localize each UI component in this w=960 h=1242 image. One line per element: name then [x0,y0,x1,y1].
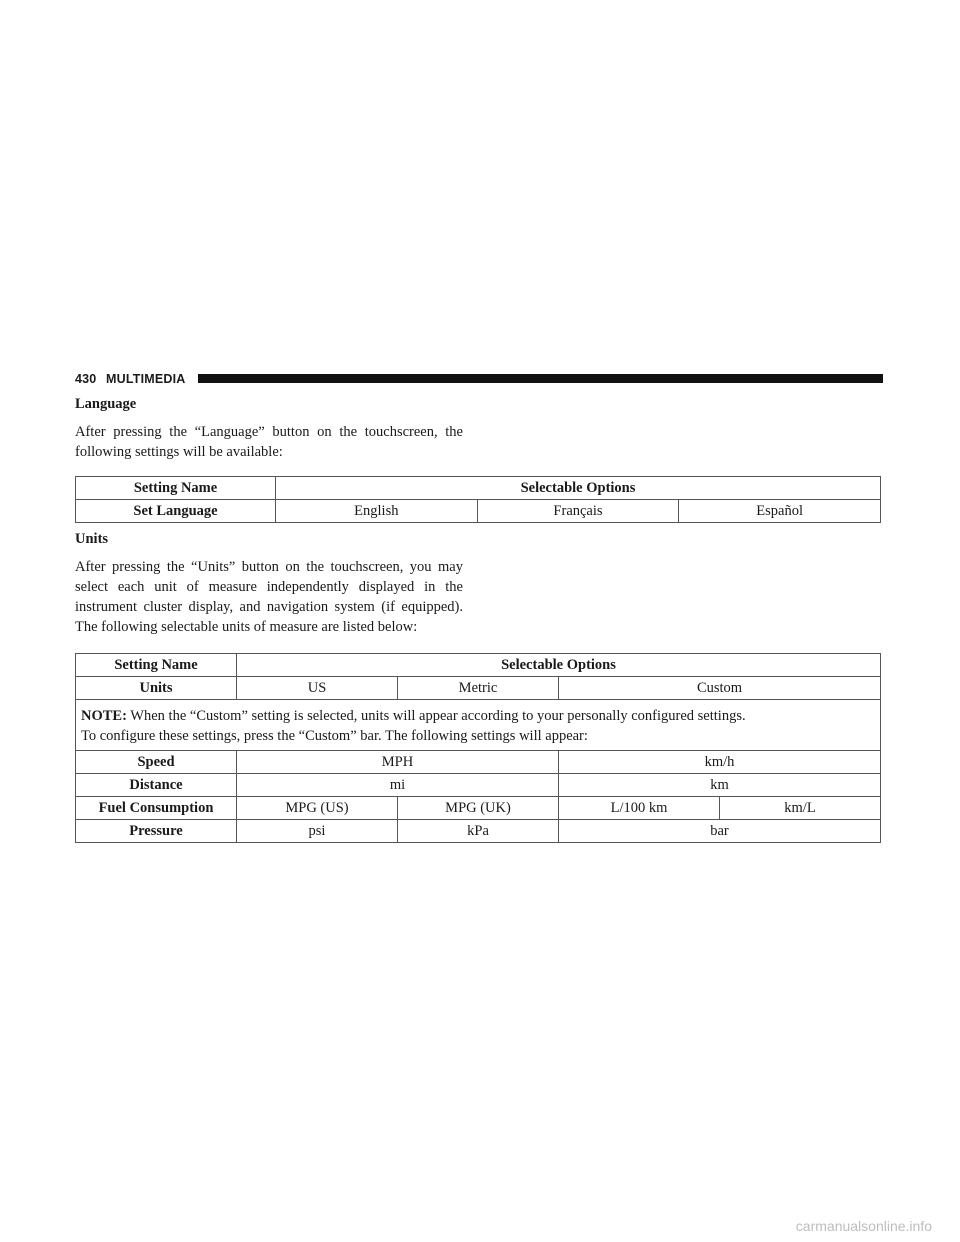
option-francais: Français [477,500,679,523]
option-custom: Custom [559,677,881,700]
row-label-speed: Speed [76,751,237,774]
header-setting-name: Setting Name [76,477,276,500]
note-cell [76,700,881,751]
option-espanol: Español [679,500,881,523]
table-header-row [76,477,881,500]
option-bar: bar [559,820,881,843]
row-label-fuel-consumption: Fuel Consumption [76,797,237,820]
header-selectable-options: Selectable Options [237,654,881,677]
table-row [76,751,881,774]
row-label-units: Units [76,677,237,700]
option-kpa: kPa [398,820,559,843]
option-km: km [559,774,881,797]
option-km-l: km/L [720,797,881,820]
note-text-line1: When the “Custom” setting is selected, units will appear according to your personally configured settings. [130,708,746,724]
units-heading: Units [75,531,109,547]
option-mi: mi [237,774,559,797]
note-text-line2: To configure these settings, press the “Custom” bar. The following settings will appear: [81,728,588,744]
note-label: NOTE: [81,708,127,724]
table-row [76,677,881,700]
header-setting-name: Setting Name [76,654,237,677]
section-title: MULTIMEDIA [106,372,186,386]
option-kmh: km/h [559,751,881,774]
option-mpg-uk: MPG (UK) [398,797,559,820]
option-mph: MPH [237,751,559,774]
option-mpg-us: MPG (US) [237,797,398,820]
option-l-100km: L/100 km [559,797,720,820]
page-header [75,372,883,386]
watermark-text: carmanualsonline.info [795,1218,932,1234]
row-label-distance: Distance [76,774,237,797]
table-row [76,774,881,797]
option-us: US [237,677,398,700]
option-psi: psi [237,820,398,843]
option-english: English [276,500,478,523]
language-heading: Language [75,396,137,412]
row-label-pressure: Pressure [76,820,237,843]
language-table [75,476,881,523]
units-paragraph: After pressing the “Units” button on the touchscreen, you may select each unit of measure independently displayed in the instrument cluster display, and navigation system (if equipped). The following selectable units of measure are listed below: [75,559,463,635]
table-row [76,820,881,843]
header-rule [198,374,883,383]
table-header-row [76,654,881,677]
table-row [76,797,881,820]
units-table [75,653,881,843]
header-selectable-options: Selectable Options [276,477,881,500]
page-number: 430 [75,372,97,386]
option-metric: Metric [398,677,559,700]
language-paragraph: After pressing the “Language” button on the touchscreen, the following settings will be available: [75,424,463,460]
table-row [76,500,881,523]
note-row [76,700,881,751]
row-label-set-language: Set Language [76,500,276,523]
